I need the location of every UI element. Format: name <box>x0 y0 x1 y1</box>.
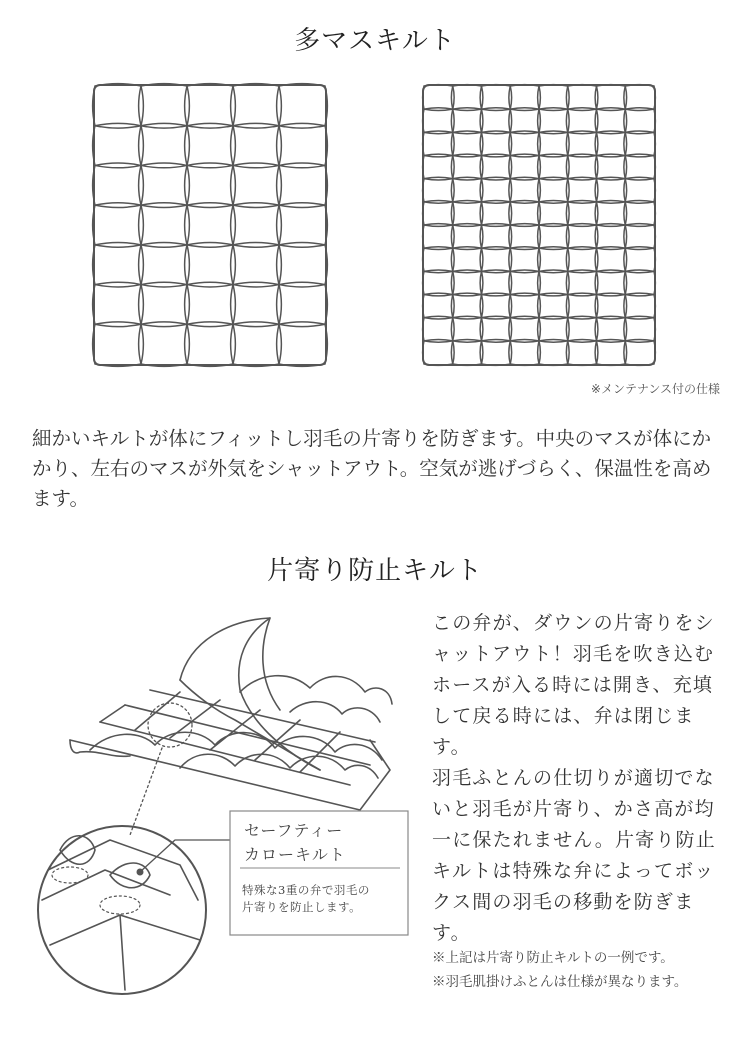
quilt-cell <box>624 85 656 111</box>
quilt-cell <box>538 154 570 180</box>
quilt-cell <box>93 203 144 247</box>
quilt-cell <box>139 242 190 286</box>
quilt-cell <box>624 200 656 226</box>
quilt-cell <box>185 282 236 326</box>
quilt-cell <box>423 200 455 226</box>
valve-paragraph-1: この弁が、ダウンの片寄りをシャットアウト！羽毛を吹き込むホースが入る時には開き、充填して戻る時には、弁は閉じます。 <box>432 612 715 758</box>
quilt-cell <box>480 339 512 365</box>
quilt-cell <box>451 131 483 157</box>
quilt-cell <box>538 177 570 203</box>
quilt-cell <box>185 242 236 286</box>
valve-paragraph-2: 羽毛ふとんの仕切りが適切でないと羽毛が片寄り、かさ高が均一に保たれません。片寄り防止キルトは特殊な弁によってボックス間の羽毛の移動を防ぎます。 <box>432 767 716 944</box>
quilt-cell <box>451 85 483 111</box>
quilt-cell <box>480 247 512 273</box>
quilt-cell <box>277 84 328 128</box>
quilt-cell <box>480 270 512 296</box>
quilt-cell <box>277 242 328 286</box>
quilt-cell <box>595 131 627 157</box>
quilt-cell <box>509 200 541 226</box>
quilt-cell <box>480 224 512 250</box>
quilt-cell <box>624 154 656 180</box>
quilt-cell <box>509 154 541 180</box>
callout-desc-line2: 片寄りを防止します。 <box>242 900 362 914</box>
callout-desc-line1: 特殊な3重の弁で羽毛の <box>242 883 370 897</box>
quilt-cell <box>538 224 570 250</box>
quilt-cell <box>624 293 656 319</box>
quilt-cell <box>423 177 455 203</box>
quilt-cell <box>451 177 483 203</box>
quilt-cell <box>595 200 627 226</box>
callout-title-line2: カローキルト <box>244 845 346 864</box>
quilt-cell <box>185 203 236 247</box>
quilt-cell <box>139 282 190 326</box>
quilt-cell <box>624 224 656 250</box>
quilt-cell <box>566 247 598 273</box>
quilt-cell <box>566 131 598 157</box>
valve-illustration <box>30 600 420 1045</box>
quilt-cell <box>139 322 190 366</box>
quilt-cell <box>624 339 656 365</box>
quilt-cell <box>139 163 190 207</box>
quilt-cell <box>277 203 328 247</box>
quilt-diagram-small-grid <box>422 84 656 366</box>
quilt-cell <box>423 154 455 180</box>
quilt-cell <box>624 247 656 273</box>
quilt-cell <box>480 200 512 226</box>
quilt-cell <box>185 84 236 128</box>
quilt-cell <box>423 108 455 134</box>
quilt-cell <box>509 85 541 111</box>
quilt-cell <box>595 270 627 296</box>
quilt-cell <box>480 293 512 319</box>
quilt-cell <box>451 293 483 319</box>
quilt-cell <box>509 293 541 319</box>
quilt-cell <box>93 84 144 128</box>
quilt-cell <box>595 247 627 273</box>
quilt-cell <box>480 85 512 111</box>
quilt-cell <box>480 177 512 203</box>
quilt-cell <box>423 293 455 319</box>
quilt-cell <box>480 131 512 157</box>
quilt-cell <box>538 270 570 296</box>
quilt-cell <box>538 247 570 273</box>
quilt-diagram-large-grid <box>93 84 327 366</box>
quilt-cell <box>595 316 627 342</box>
quilt-cell <box>509 131 541 157</box>
quilt-cell <box>509 316 541 342</box>
quilt-cell <box>277 123 328 167</box>
quilt-cell <box>509 247 541 273</box>
quilt-cell <box>93 242 144 286</box>
quilt-cell <box>538 339 570 365</box>
quilt-cell <box>595 177 627 203</box>
quilt-cell <box>566 200 598 226</box>
quilt-cell <box>509 339 541 365</box>
quilt-cell <box>185 322 236 366</box>
quilt-cell <box>624 316 656 342</box>
quilt-cell <box>423 270 455 296</box>
quilt-cell <box>423 131 455 157</box>
quilt-cell <box>566 293 598 319</box>
quilt-cell <box>624 177 656 203</box>
quilt-cell <box>624 108 656 134</box>
quilt-cell <box>595 85 627 111</box>
quilt-cell <box>566 108 598 134</box>
quilt-cell <box>423 316 455 342</box>
quilt-cell <box>451 339 483 365</box>
callout-title-line1: セーフティー <box>244 821 344 840</box>
quilt-cell <box>277 322 328 366</box>
quilt-cell <box>185 123 236 167</box>
quilt-cell <box>451 270 483 296</box>
quilt-cell <box>538 200 570 226</box>
quilt-cell <box>595 293 627 319</box>
quilt-cell <box>93 123 144 167</box>
quilt-cell <box>139 84 190 128</box>
footnote-1: ※上記は片寄り防止キルトの一例です。 <box>432 950 674 966</box>
footnote-2: ※羽毛肌掛けふとんは仕様が異なります。 <box>432 974 688 990</box>
maintenance-note: ※メンテナンス付の仕様 <box>590 382 720 396</box>
quilt-cell <box>595 154 627 180</box>
quilt-cell <box>423 224 455 250</box>
quilt-cell <box>423 339 455 365</box>
quilt-cell <box>451 154 483 180</box>
quilt-cell <box>231 163 282 207</box>
quilt-cell <box>566 177 598 203</box>
quilt-cell <box>595 224 627 250</box>
quilt-cell <box>538 316 570 342</box>
quilt-cell <box>139 203 190 247</box>
quilt-cell <box>451 108 483 134</box>
quilt-cell <box>451 247 483 273</box>
quilt-cell <box>566 339 598 365</box>
quilt-cell <box>93 163 144 207</box>
quilt-cell <box>566 270 598 296</box>
quilt-cell <box>595 339 627 365</box>
valve-description <box>432 608 722 949</box>
quilt-cell <box>423 247 455 273</box>
quilt-cell <box>277 282 328 326</box>
quilt-cell <box>538 85 570 111</box>
quilt-cell <box>231 322 282 366</box>
quilt-cell <box>538 131 570 157</box>
quilt-cell <box>451 224 483 250</box>
quilt-cell <box>566 224 598 250</box>
quilt-cell <box>231 123 282 167</box>
quilt-cell <box>231 203 282 247</box>
quilt-cell <box>509 177 541 203</box>
footnotes <box>432 946 722 994</box>
quilt-cell <box>566 154 598 180</box>
quilt-cell <box>480 316 512 342</box>
quilt-cell <box>451 316 483 342</box>
quilt-section-title: 多マスキルト <box>294 26 456 56</box>
quilt-cell <box>277 163 328 207</box>
quilt-cell <box>185 163 236 207</box>
quilt-cell <box>231 282 282 326</box>
quilt-cell <box>139 123 190 167</box>
quilt-cell <box>624 131 656 157</box>
quilt-cell <box>231 84 282 128</box>
quilt-cell <box>480 154 512 180</box>
quilt-cell <box>566 85 598 111</box>
quilt-cell <box>538 293 570 319</box>
quilt-cell <box>624 270 656 296</box>
quilt-cell <box>423 85 455 111</box>
quilt-cell <box>595 108 627 134</box>
quilt-cell <box>480 108 512 134</box>
quilt-cell <box>538 108 570 134</box>
quilt-cell <box>451 200 483 226</box>
quilt-cell <box>509 270 541 296</box>
quilt-cell <box>93 322 144 366</box>
quilt-cell <box>93 282 144 326</box>
quilt-cell <box>231 242 282 286</box>
quilt-description: 細かいキルトが体にフィットし羽毛の片寄りを防ぎます。中央のマスが体にかかり、左右のマスが外気をシャットアウト。空気が逃げづらく、保温性を高めます。 <box>32 427 712 510</box>
quilt-cell <box>509 224 541 250</box>
valve-section-title: 片寄り防止キルト <box>267 556 483 586</box>
quilt-cell <box>566 316 598 342</box>
quilt-cell <box>509 108 541 134</box>
